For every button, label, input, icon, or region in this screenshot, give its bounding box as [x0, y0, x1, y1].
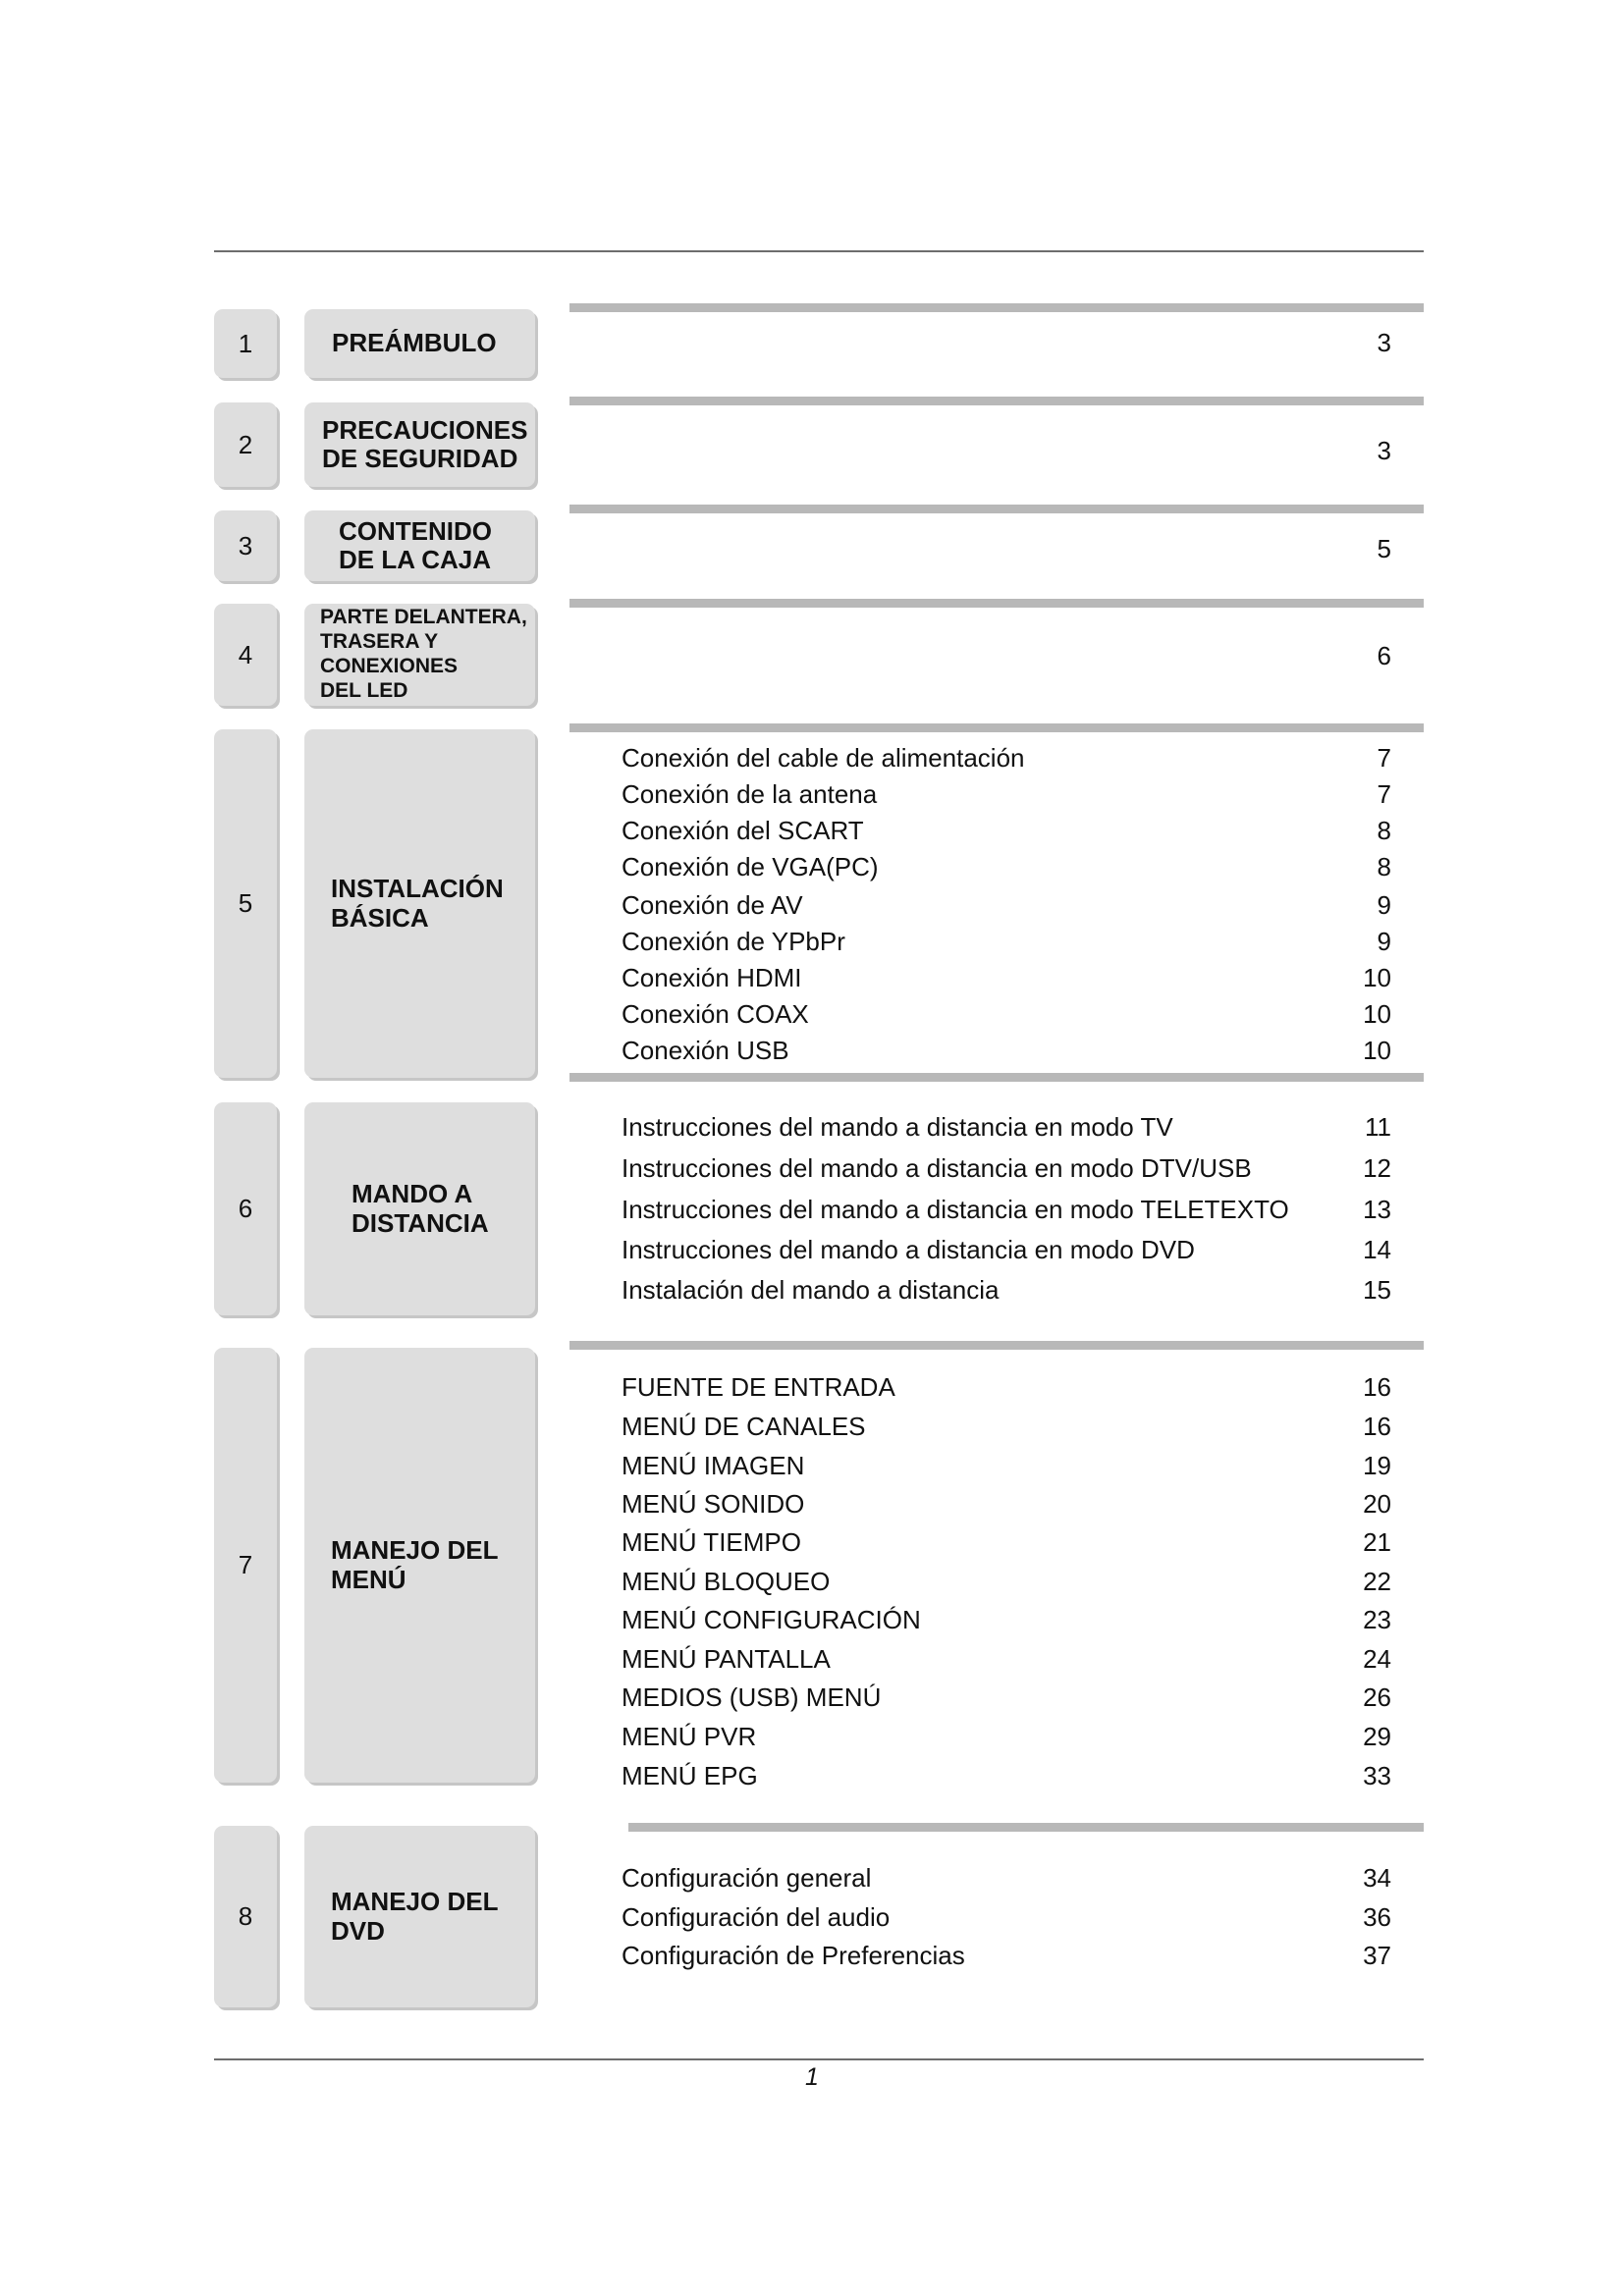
section-number: 4: [214, 604, 277, 706]
list-item[interactable]: MENÚ SONIDO 20: [622, 1488, 1391, 1519]
list-item[interactable]: Configuración de Preferencias 37: [622, 1940, 1391, 1970]
list-item[interactable]: Conexión del SCART 8: [622, 815, 1391, 845]
section-bar: [569, 397, 1424, 405]
bottom-rule: [214, 2058, 1424, 2060]
section-title[interactable]: MANEJO DEL MENÚ: [304, 1348, 535, 1783]
page-ref: 6: [1377, 641, 1391, 670]
section-bar: [569, 599, 1424, 608]
section-title[interactable]: PARTE DELANTERA, TRASERA Y CONEXIONES DEL LED: [304, 604, 535, 706]
section-bar: [569, 1073, 1424, 1082]
section-number: 8: [214, 1826, 277, 2007]
section-bar: [569, 505, 1424, 513]
section-title[interactable]: PREÁMBULO: [304, 309, 535, 378]
section-bar: [569, 1341, 1424, 1350]
list-item[interactable]: MENÚ PANTALLA 24: [622, 1643, 1391, 1674]
list-item[interactable]: Conexión HDMI 10: [622, 962, 1391, 992]
list-item[interactable]: MENÚ DE CANALES 16: [622, 1411, 1391, 1441]
list-item[interactable]: Instrucciones del mando a distancia en modo DVD 14: [622, 1234, 1391, 1264]
list-item[interactable]: Instrucciones del mando a distancia en modo DTV/USB 12: [622, 1152, 1391, 1183]
list-item[interactable]: Configuración general 34: [622, 1862, 1391, 1893]
list-item[interactable]: MEDIOS (USB) MENÚ 26: [622, 1682, 1391, 1712]
section-number: 7: [214, 1348, 277, 1783]
list-item[interactable]: Instalación del mando a distancia 15: [622, 1274, 1391, 1305]
list-item[interactable]: MENÚ TIEMPO 21: [622, 1526, 1391, 1557]
list-item[interactable]: Conexión de YPbPr 9: [622, 926, 1391, 956]
list-item[interactable]: Instrucciones del mando a distancia en modo TV 11: [622, 1111, 1391, 1142]
list-item[interactable]: Conexión USB 10: [622, 1035, 1391, 1065]
list-item[interactable]: Conexión de VGA(PC) 8: [622, 851, 1391, 881]
list-item[interactable]: Configuración del audio 36: [622, 1901, 1391, 1932]
section-number: 6: [214, 1102, 277, 1315]
list-item[interactable]: FUENTE DE ENTRADA 16: [622, 1371, 1391, 1402]
section-title[interactable]: MANEJO DEL DVD: [304, 1826, 535, 2007]
section-bar: [569, 723, 1424, 732]
section-title[interactable]: CONTENIDO DE LA CAJA: [304, 510, 535, 581]
list-item[interactable]: MENÚ EPG 33: [622, 1760, 1391, 1790]
list-item[interactable]: Conexión del cable de alimentación 7: [622, 742, 1391, 773]
section-number: 2: [214, 402, 277, 487]
section-title[interactable]: MANDO A DISTANCIA: [304, 1102, 535, 1315]
section-bar: [569, 303, 1424, 312]
list-item[interactable]: Conexión de AV 9: [622, 889, 1391, 920]
section-title[interactable]: PRECAUCIONES DE SEGURIDAD: [304, 402, 535, 487]
page-ref: 3: [1377, 436, 1391, 465]
list-item[interactable]: Conexión COAX 10: [622, 998, 1391, 1029]
list-item[interactable]: MENÚ IMAGEN 19: [622, 1450, 1391, 1480]
section-number: 1: [214, 309, 277, 378]
section-bar: [628, 1823, 1424, 1832]
section-number: 5: [214, 729, 277, 1078]
page-number: 1: [805, 2063, 819, 2091]
list-item[interactable]: MENÚ CONFIGURACIÓN 23: [622, 1604, 1391, 1634]
section-number: 3: [214, 510, 277, 581]
section-title[interactable]: INSTALACIÓN BÁSICA: [304, 729, 535, 1078]
list-item[interactable]: MENÚ BLOQUEO 22: [622, 1566, 1391, 1596]
list-item[interactable]: Conexión de la antena 7: [622, 778, 1391, 809]
list-item[interactable]: Instrucciones del mando a distancia en modo TELETEXTO 13: [622, 1194, 1391, 1224]
top-rule: [214, 250, 1424, 252]
page-ref: 5: [1377, 534, 1391, 563]
list-item[interactable]: MENÚ PVR 29: [622, 1721, 1391, 1751]
page-ref: 3: [1377, 328, 1391, 357]
